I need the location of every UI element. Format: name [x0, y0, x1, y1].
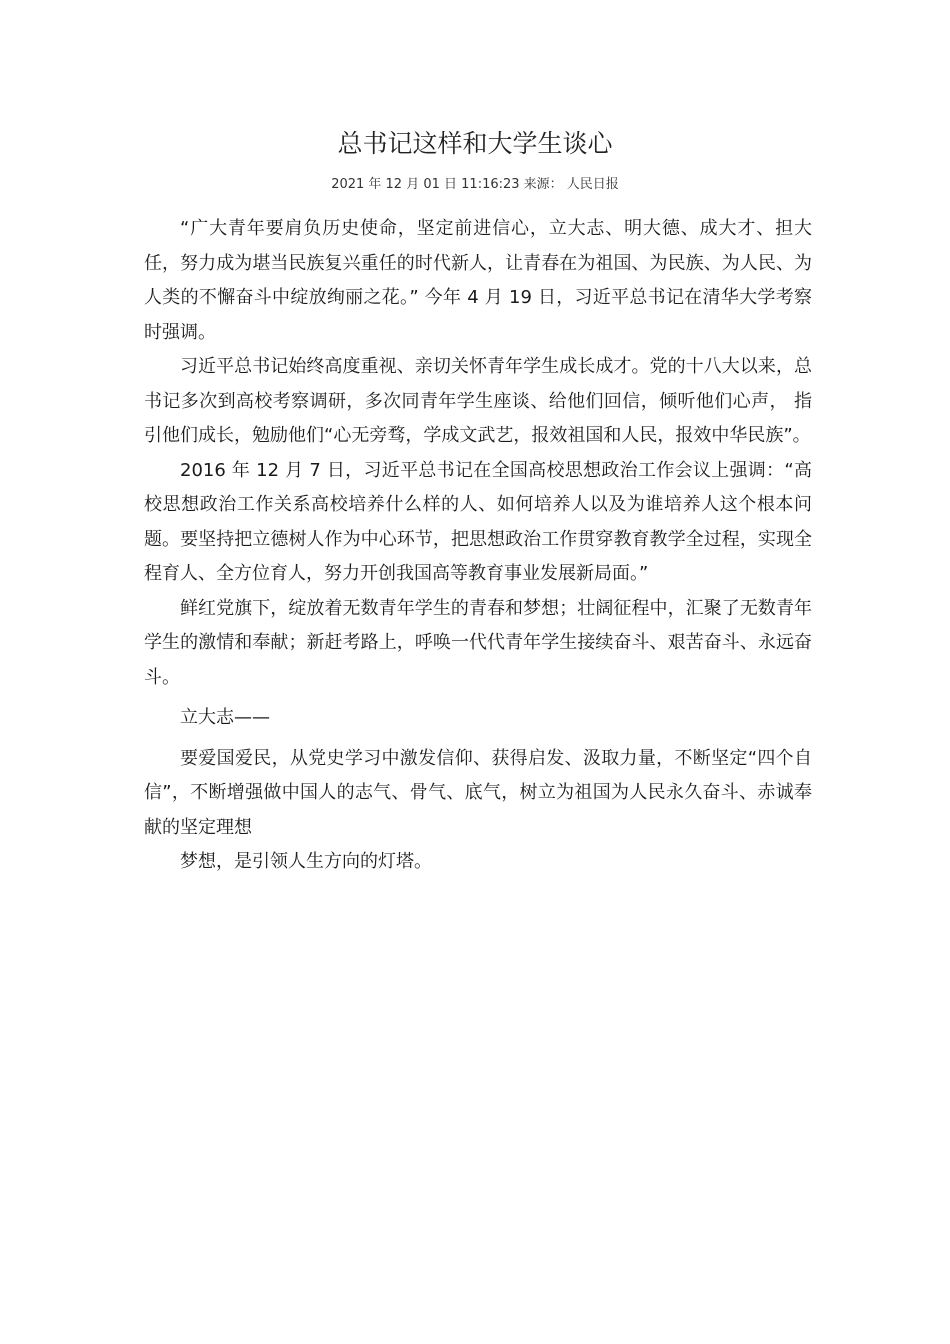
- paragraph: 2016 年 12 月 7 日，习近平总书记在全国高校思想政治工作会议上强调：“高校思想政治工作关系高校培养什么样的人、如何培养人以及为谁培养人这个根本问题。要坚持把立德树人作为中心环节，把思想政治工作贯穿教育教学全过程，实现全程育人、全方位育人，努力开创我国高等教育事业发展新局面。”: [144, 459, 812, 584]
- article-meta: 2021 年 12 月 01 日 11:16:23 来源： 人民日报: [331, 177, 619, 192]
- paragraph: “广大青年要肩负历史使命，坚定前进信心，立大志、明大德、成大才、担大任，努力成为堪当民族复兴重任的时代新人，让青春在为祖国、为民族、为人民、为人类的不懈奋斗中绽放绚丽之花。” 今年 4 月 19 日，习近平总书记在清华大学考察时强调。: [144, 218, 812, 343]
- paragraph: 鲜红党旗下，绽放着无数青年学生的青春和梦想；壮阔征程中，汇聚了无数青年学生的激情和奉献；新赶考路上，呼唤一代代青年学生接续奋斗、艰苦奋斗、永远奋斗。: [144, 597, 812, 688]
- paragraph: 习近平总书记始终高度重视、亲切关怀青年学生成长成才。党的十八大以来，总书记多次到高校考察调研，多次同青年学生座谈、给他们回信，倾听他们心声， 指引他们成长，勉励他们“心无旁骛，学成文武艺，报效祖国和人民，报效中华民族”。: [144, 356, 812, 446]
- paragraph: 梦想，是引领人生方向的灯塔。: [180, 851, 432, 872]
- paragraph: 要爱国爱民，从党史学习中激发信仰、获得启发、汲取力量，不断坚定“四个自信”，不断增强做中国人的志气、骨气、底气，树立为祖国为人民永久奋斗、赤诚奉献的坚定理想: [144, 747, 812, 838]
- article-title: 总书记这样和大学生谈心: [337, 129, 613, 158]
- article-body: [144, 212, 812, 880]
- section-heading: 立大志——: [180, 707, 270, 728]
